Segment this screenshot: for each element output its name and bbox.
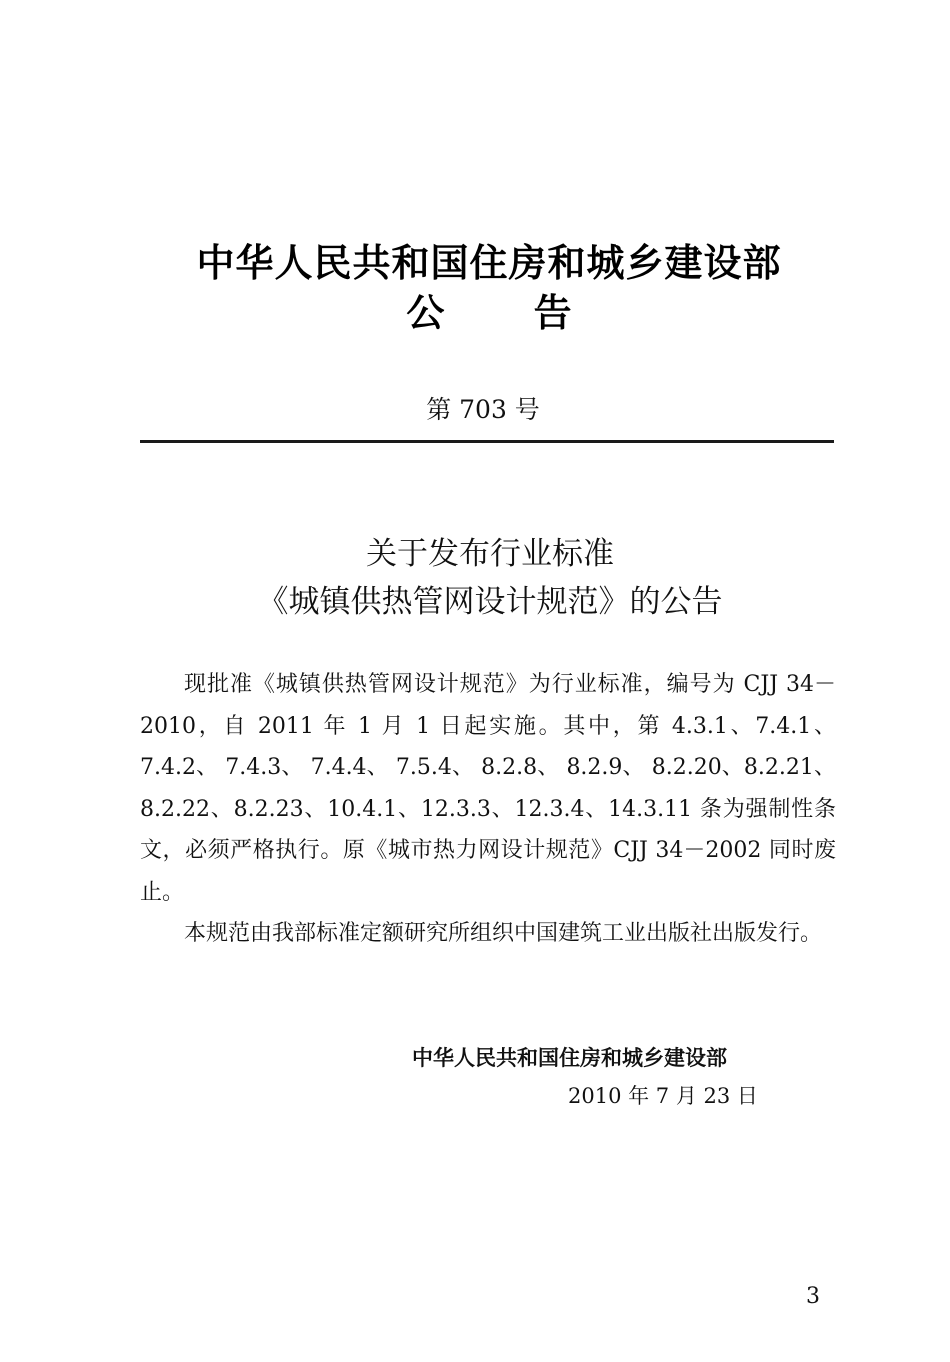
doc-type-char-1: 公 — [406, 291, 445, 335]
document-type-heading — [0, 282, 950, 337]
announcement-body — [140, 664, 836, 955]
doc-type-char-2: 告 — [533, 291, 572, 335]
issuer-title: 中华人民共和国住房和城乡建设部 — [196, 241, 782, 285]
body-paragraph-1: 现批准《城镇供热管网设计规范》为行业标准，编号为 CJJ 34－2010，自 2011 年 1 月 1 日起实施。其中，第 4.3.1、7.4.1、7.4.2、 7.4.3、 7.4.4、 7.5.4、 8.2.8、 8.2.9、 8.2.20、8.2.21、8.2.22、8.2.23、10.4.1、12.3.3、12.3.4、14.3.11 条为强制性条文，必须严格执行。原《城市热力网设计规范》CJJ 34－2002 同时废止。 — [140, 672, 836, 905]
body-paragraph-2: 本规范由我部标准定额研究所组织中国建筑工业出版社出版发行。 — [184, 921, 823, 946]
signature-issuer: 中华人民共和国住房和城乡建设部 — [412, 1046, 727, 1070]
signature-date: 2010 年 7 月 23 日 — [568, 1084, 758, 1108]
header-divider — [140, 440, 834, 443]
subtitle-line-2: 《城镇供热管网设计规范》的公告 — [257, 584, 723, 620]
document-number: 第 703 号 — [426, 395, 540, 424]
page-number: 3 — [806, 1284, 820, 1309]
subtitle-line-1: 关于发布行业标准 — [366, 536, 614, 572]
